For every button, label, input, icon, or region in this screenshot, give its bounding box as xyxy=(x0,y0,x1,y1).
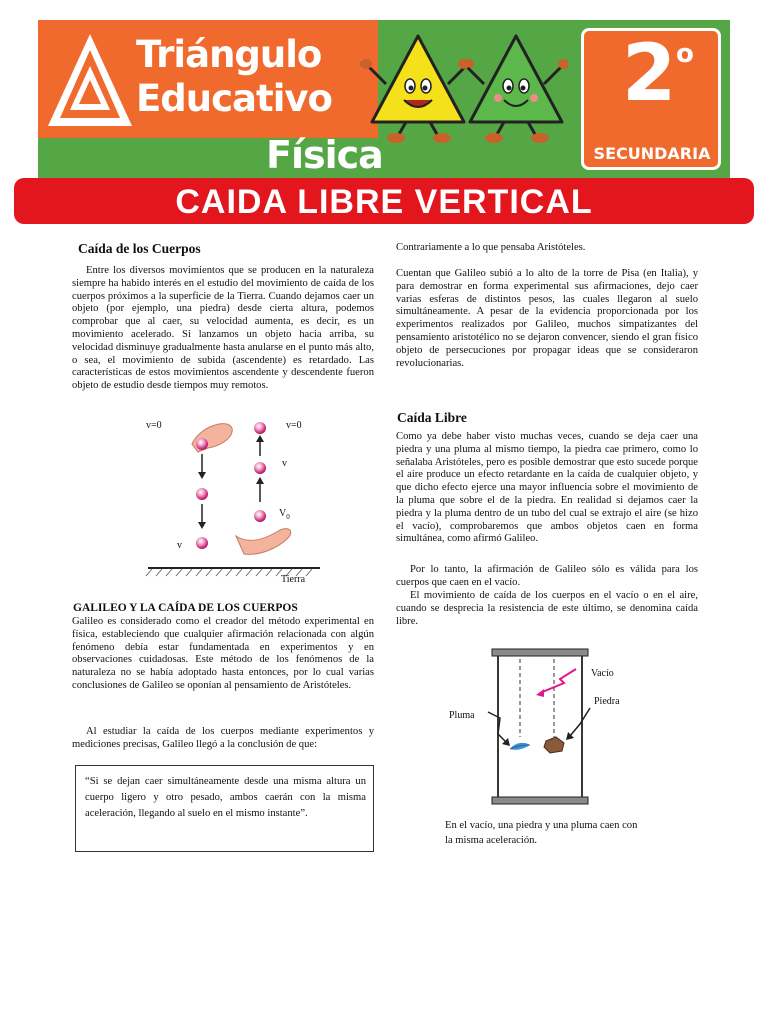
title-bar xyxy=(14,178,754,224)
section-heading-caida-cuerpos: Caída de los Cuerpos xyxy=(78,241,201,256)
brand-name-line2: Educativo xyxy=(136,77,332,120)
paragraph-galileo: Galileo es considerado como el creador del método experimental en física, estableciendo que cualquier afirmación relacionada con algún fenómeno debía estar fundamentada en experimentos y en observaciones cuidadosas. Este método de los fenómenos de la naturaleza no se había adoptado hasta entonces, por lo cual varias conclusiones de Galileo se oponían al pensamiento de Aristóteles. xyxy=(72,616,374,691)
pointer-lines xyxy=(470,690,610,750)
label-stone: Piedra xyxy=(594,696,620,707)
paragraph-definicion: El movimiento de caída de los cuerpos en el vacío o en el aire, cuando se desprecia la resistencia de este último, se denomina caída libre. xyxy=(396,590,698,627)
grade-level: SECUNDARIA xyxy=(593,144,711,163)
label-V-subscript: 0 xyxy=(286,513,290,521)
brand-panel xyxy=(38,20,378,138)
paragraph-torre-pisa: Cuentan que Galileo subió a lo alto de la torre de Pisa (en Italia), y para demostrar en forma experimental sus afirmaciones, dejo caer varias esferas de distintos pesos, las cuales llegaron al suelo simultáneamente. A pesar de la evidencia proporcionada por los experimentos realizados por Galileo, muchos simpatizantes del pensamiento aristotélico no se dejaron convencer, siendo el gran físico objeto de persecuciones por propagar ideas que se consideraron revolucionarias. xyxy=(396,268,698,369)
galileo-quote: “Si se dejan caer simultáneamente desde una misma altura un cuerpo ligero y otro pesado, ambos caerán con la misma aceleración, llegando al suelo en el mismo instante”. xyxy=(85,776,366,819)
label-vacuum: Vacío xyxy=(591,668,614,679)
section-heading-galileo: GALILEO Y LA CAÍDA DE LOS CUERPOS xyxy=(73,602,298,614)
subject-title: Física xyxy=(266,133,383,177)
grade-badge xyxy=(581,28,721,170)
grade-number: 2 xyxy=(622,29,677,119)
paragraph-caida-cuerpos: Entre los diversos movimientos que se producen en la naturaleza siempre ha habido interés en el estudio del movimiento de caída de los cuerpos próximos a la superficie de la Tierra. Cuando dejamos caer un objeto (por ejemplo, una piedra) desde cierta altura, podemos comprobar que al caer, su velocidad aumenta, es decir, es un movimiento acelerado. Si lanzamos un objeto hacia arriba, su velocidad disminuye gradualmente hasta anularse en el punto más alto, o sea, el movimiento de subida (ascendente) es retardado. Las características de estos movimientos ascendente y descendente fueron objeto de estudio desde tiempos muy remotos. xyxy=(72,265,374,392)
quote-box xyxy=(75,765,374,852)
paragraph-galileo-conclusion: Al estudiar la caída de los cuerpos mediante experimentos y mediciones precisas, Galileo llegó a la conclusión de que: xyxy=(72,726,374,750)
paragraph-vacio: Por lo tanto, la afirmación de Galileo sólo es válida para los cuerpos que caen en el vacío. xyxy=(396,564,698,588)
label-v-right: v xyxy=(282,458,287,469)
brand-name-line1: Triángulo xyxy=(136,33,322,76)
triangle-mascots-icon xyxy=(356,26,568,144)
paragraph-caida-libre: Como ya debe haber visto muchas veces, cuando se deja caer una piedra y una pluma al mismo tiempo, la piedra cae primero, como lo señalaba Aristóteles, pero es posible demostrar que esto sucede porque el aire produce un efecto retardante en la caída de cualquier objeto, y que dicho efecto ejerce una mayor influencia sobre el movimiento de la pluma que sobre el de la piedra. En realidad si dejamos caer la piedra y la pluma dentro de un tubo del cual se extrajo el aire (se hizo el vacío), comprobaremos que ambos objetos caen en forma simultánea, como afirmó Galileo. xyxy=(396,431,698,545)
label-v0-right: v=0 xyxy=(286,420,302,431)
motion-diagram xyxy=(140,416,330,588)
label-initial-velocity xyxy=(279,508,290,521)
label-ground: Tierra xyxy=(281,574,306,585)
label-v0-left: v=0 xyxy=(146,420,162,431)
grade-degree: o xyxy=(676,39,694,69)
page-title: CAIDA LIBRE VERTICAL xyxy=(175,183,593,221)
header-banner xyxy=(38,20,730,178)
triangle-logo-icon xyxy=(44,30,136,130)
section-heading-caida-libre: Caída Libre xyxy=(397,410,467,425)
figure-caption: En el vacío, una piedra y una pluma caen con la misma aceleración. xyxy=(445,820,638,846)
label-v-left: v xyxy=(177,540,182,551)
paragraph-aristoteles: Contrariamente a lo que pensaba Aristóteles. xyxy=(396,242,586,253)
label-feather: Pluma xyxy=(449,710,475,721)
label-V: V xyxy=(279,508,287,519)
